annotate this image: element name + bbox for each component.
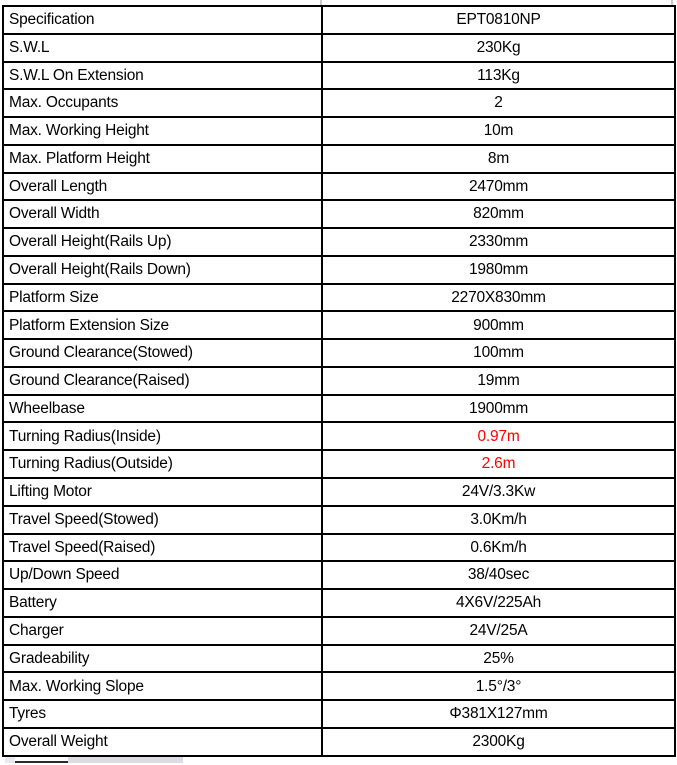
table-row <box>3 62 675 90</box>
spec-label-cell[interactable]: Ground Clearance(Stowed) <box>3 339 322 367</box>
spec-value-cell[interactable]: 113Kg <box>322 62 675 90</box>
spec-value-cell[interactable]: 1.5°/3° <box>322 672 675 700</box>
spec-value-cell[interactable]: 10m <box>322 117 675 145</box>
ghost-gridline-right-edge <box>671 0 673 5</box>
cutoff-row-above-strip <box>0 0 677 5</box>
spec-label-cell[interactable]: Wheelbase <box>3 395 322 423</box>
spec-label-cell[interactable]: Lifting Motor <box>3 478 322 506</box>
spec-label-cell[interactable]: Travel Speed(Raised) <box>3 534 322 562</box>
spec-label-cell[interactable]: Travel Speed(Stowed) <box>3 506 322 534</box>
spec-label-cell[interactable]: Up/Down Speed <box>3 561 322 589</box>
spec-label-cell[interactable]: Platform Size <box>3 284 322 312</box>
spec-value-cell[interactable]: 2330mm <box>322 228 675 256</box>
spec-label-cell[interactable]: Turning Radius(Inside) <box>3 422 322 450</box>
table-row <box>3 117 675 145</box>
spec-label-cell[interactable]: Overall Weight <box>3 728 322 756</box>
spec-value-cell[interactable]: 25% <box>322 645 675 673</box>
bottom-remnant-segment <box>68 757 183 763</box>
table-row <box>3 256 675 284</box>
ghost-gridline-column-divider <box>320 0 322 5</box>
spec-value-cell[interactable]: 0.97m <box>322 422 675 450</box>
table-row <box>3 478 675 506</box>
spec-value-cell[interactable]: 38/40sec <box>322 561 675 589</box>
spec-value-cell[interactable]: 230Kg <box>322 34 675 62</box>
table-row <box>3 672 675 700</box>
spec-value-cell[interactable]: 1980mm <box>322 256 675 284</box>
table-row <box>3 367 675 395</box>
spec-label-cell[interactable]: Turning Radius(Outside) <box>3 450 322 478</box>
table-row <box>3 589 675 617</box>
header-label-cell[interactable]: Specification <box>3 6 322 34</box>
spec-value-cell[interactable]: 8m <box>322 145 675 173</box>
spec-value-cell[interactable]: 100mm <box>322 339 675 367</box>
table-row <box>3 284 675 312</box>
spec-label-cell[interactable]: Overall Width <box>3 200 322 228</box>
table-row <box>3 339 675 367</box>
spec-label-cell[interactable]: Ground Clearance(Raised) <box>3 367 322 395</box>
spec-value-cell[interactable]: 2 <box>322 89 675 117</box>
spec-value-cell[interactable]: 0.6Km/h <box>322 534 675 562</box>
cutoff-sheet-ui-strip <box>0 757 677 765</box>
spec-value-cell[interactable]: Φ381X127mm <box>322 700 675 728</box>
spec-value-cell[interactable]: 3.0Km/h <box>322 506 675 534</box>
table-row <box>3 422 675 450</box>
table-row <box>3 700 675 728</box>
spec-table-body <box>3 6 675 756</box>
spec-label-cell[interactable]: Gradeability <box>3 645 322 673</box>
table-row <box>3 506 675 534</box>
table-row <box>3 728 675 756</box>
specification-table <box>2 5 676 757</box>
spec-label-cell[interactable]: Overall Height(Rails Up) <box>3 228 322 256</box>
table-row <box>3 617 675 645</box>
spec-value-cell[interactable]: 1900mm <box>322 395 675 423</box>
table-row <box>3 311 675 339</box>
table-row <box>3 145 675 173</box>
spec-label-cell[interactable]: Battery <box>3 589 322 617</box>
table-row <box>3 645 675 673</box>
spec-label-cell[interactable]: Max. Working Slope <box>3 672 322 700</box>
spec-label-cell[interactable]: S.W.L <box>3 34 322 62</box>
spec-value-cell[interactable]: 19mm <box>322 367 675 395</box>
spec-value-cell[interactable]: 820mm <box>322 200 675 228</box>
spec-value-cell[interactable]: 2270X830mm <box>322 284 675 312</box>
spec-value-cell[interactable]: 4X6V/225Ah <box>322 589 675 617</box>
header-row <box>3 6 675 34</box>
spec-label-cell[interactable]: Platform Extension Size <box>3 311 322 339</box>
table-row <box>3 395 675 423</box>
table-row <box>3 200 675 228</box>
table-row <box>3 534 675 562</box>
bottom-remnant-tab <box>15 757 68 763</box>
spec-label-cell[interactable]: S.W.L On Extension <box>3 62 322 90</box>
spec-label-cell[interactable]: Overall Height(Rails Down) <box>3 256 322 284</box>
spec-label-cell[interactable]: Max. Occupants <box>3 89 322 117</box>
spec-value-cell[interactable]: 24V/3.3Kw <box>322 478 675 506</box>
table-row <box>3 561 675 589</box>
spec-value-cell[interactable]: 900mm <box>322 311 675 339</box>
spec-label-cell[interactable]: Max. Platform Height <box>3 145 322 173</box>
spec-label-cell[interactable]: Charger <box>3 617 322 645</box>
spec-value-cell[interactable]: 2470mm <box>322 173 675 201</box>
table-row <box>3 228 675 256</box>
bottom-remnant-segment <box>5 757 15 763</box>
table-row <box>3 173 675 201</box>
spec-value-cell[interactable]: 24V/25A <box>322 617 675 645</box>
spec-value-cell[interactable]: 2.6m <box>322 450 675 478</box>
table-row <box>3 89 675 117</box>
table-row <box>3 450 675 478</box>
spec-label-cell[interactable]: Overall Length <box>3 173 322 201</box>
spec-value-cell[interactable]: 2300Kg <box>322 728 675 756</box>
spec-label-cell[interactable]: Tyres <box>3 700 322 728</box>
spec-label-cell[interactable]: Max. Working Height <box>3 117 322 145</box>
table-row <box>3 34 675 62</box>
header-value-cell[interactable]: EPT0810NP <box>322 6 675 34</box>
